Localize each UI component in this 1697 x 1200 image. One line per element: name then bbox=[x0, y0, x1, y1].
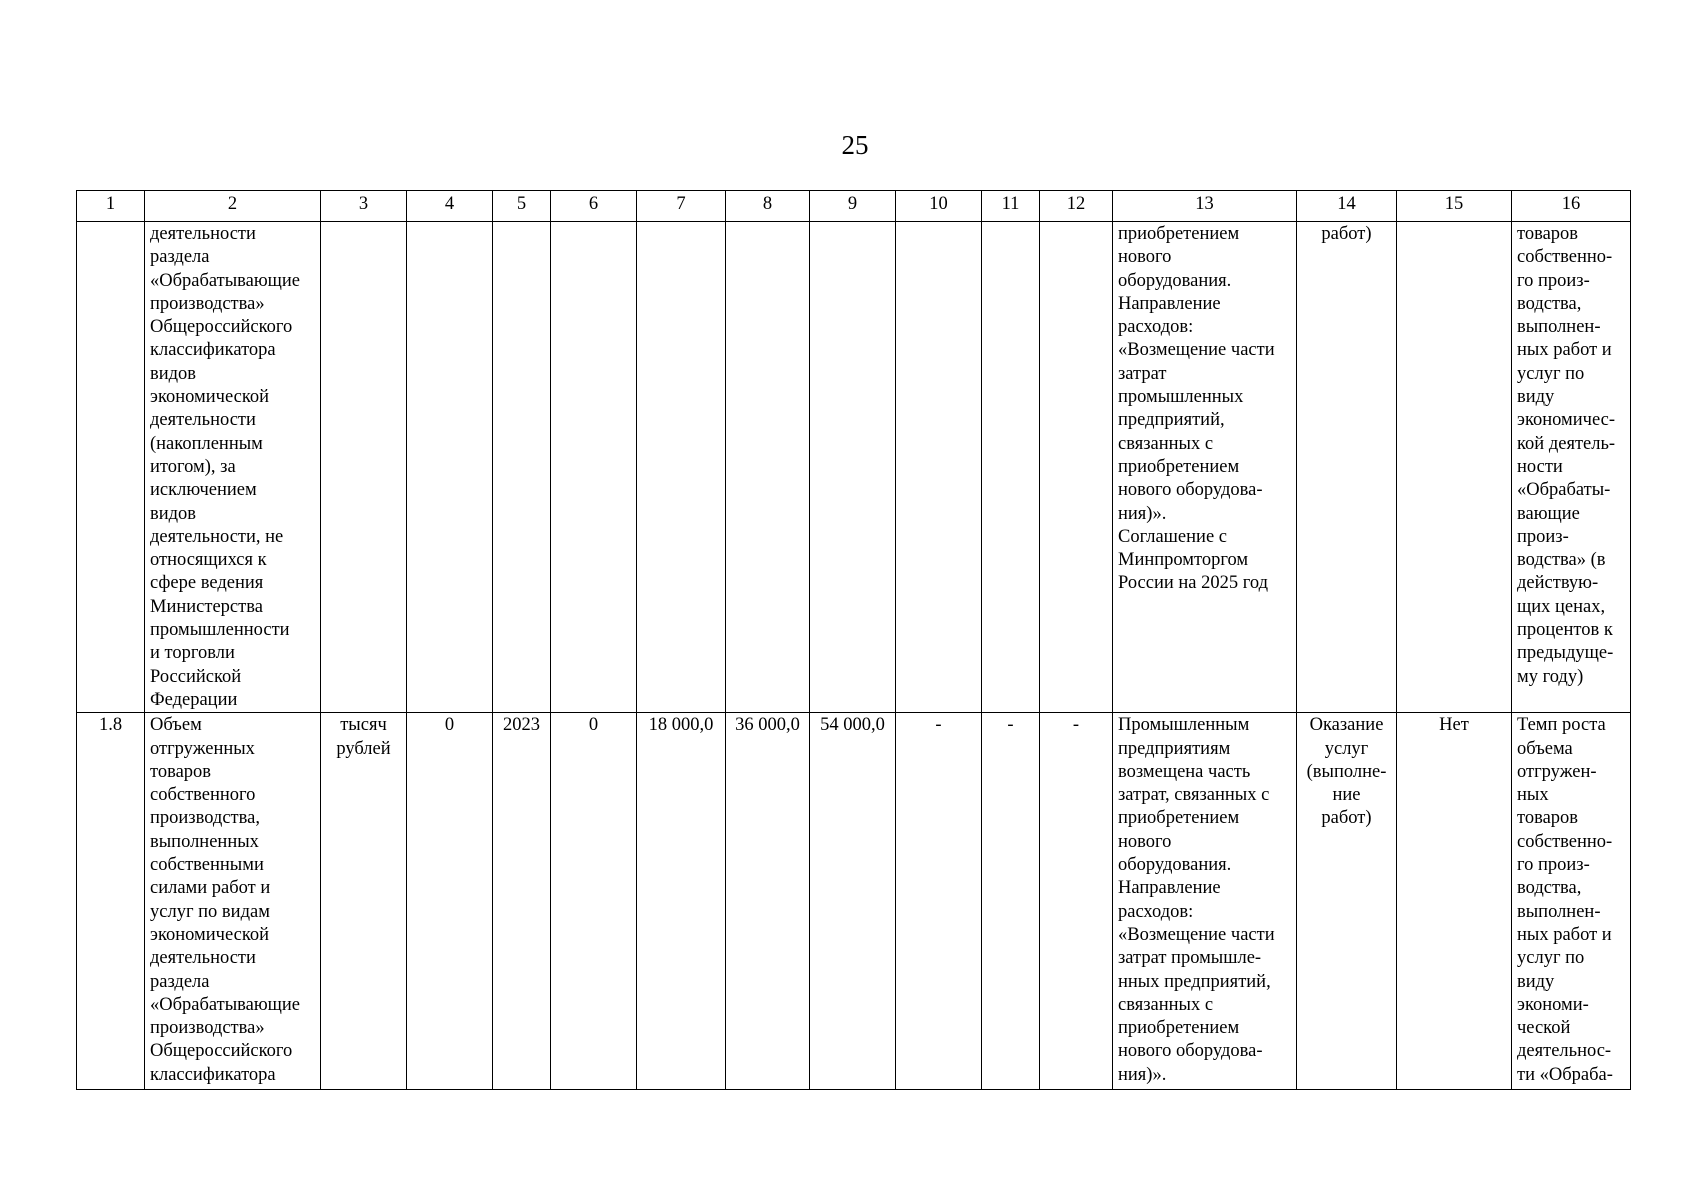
table-cell bbox=[77, 713, 145, 1090]
cell-text: Оказание услуг (выполне- ние работ) bbox=[1306, 715, 1387, 829]
cell-text: 54 000,0 bbox=[820, 715, 885, 736]
table-cell bbox=[1040, 222, 1113, 713]
header-cell-9: 9 bbox=[810, 191, 896, 222]
table-row bbox=[77, 222, 1631, 713]
table-cell bbox=[726, 713, 810, 1090]
header-cell-2: 2 bbox=[145, 191, 321, 222]
table-cell bbox=[493, 713, 551, 1090]
header-cell-12: 12 bbox=[1040, 191, 1113, 222]
cell-text: 0 bbox=[588, 715, 599, 736]
header-cell-11: 11 bbox=[982, 191, 1040, 222]
header-cell-4: 4 bbox=[407, 191, 493, 222]
header-row bbox=[77, 191, 1631, 222]
header-cell-3: 3 bbox=[321, 191, 407, 222]
cell-text: деятельности раздела «Обрабатывающие производства» Общероссийского классификатора видов экономической деятельности (накопленным итогом), за исключением видов деятельности, не относящихся к сфере ведения Министерства промышленности и торговли Российской Федерации bbox=[150, 224, 301, 710]
table-cell bbox=[726, 222, 810, 713]
table-cell bbox=[637, 222, 726, 713]
table-cell bbox=[1397, 713, 1512, 1090]
cell-text: Промышленным предприятиям возмещена часть затрат, связанных с приобретением нового оборудования. Направление расходов: «Возмещение части затрат промышле- нных предприятий, связанных с приобретением нового оборудова- ния)». bbox=[1118, 715, 1275, 1085]
table-cell bbox=[1113, 713, 1297, 1090]
header-cell-7: 7 bbox=[637, 191, 726, 222]
table-cell bbox=[145, 713, 321, 1090]
table-cell bbox=[551, 222, 637, 713]
table-cell bbox=[637, 713, 726, 1090]
table-cell bbox=[321, 713, 407, 1090]
cell-text: 18 000,0 bbox=[648, 715, 714, 736]
table-cell bbox=[407, 713, 493, 1090]
cell-text: 0 bbox=[444, 715, 455, 736]
table-cell bbox=[1297, 222, 1397, 713]
cell-text: 36 000,0 bbox=[735, 715, 800, 736]
header-cell-14: 14 bbox=[1297, 191, 1397, 222]
header-cell-1: 1 bbox=[77, 191, 145, 222]
table-cell bbox=[77, 222, 145, 713]
header-cell-8: 8 bbox=[726, 191, 810, 222]
table-row bbox=[77, 713, 1631, 1090]
table-cell bbox=[1297, 713, 1397, 1090]
table-cell bbox=[493, 222, 551, 713]
cell-text: - bbox=[935, 715, 942, 736]
cell-text: 1.8 bbox=[98, 715, 123, 736]
table-cell bbox=[1040, 713, 1113, 1090]
data-table bbox=[76, 190, 1631, 1090]
cell-text: товаров собственно- го произ- водства, выполнен- ных работ и услуг по виду экономичес- кой деятель- ности «Обрабаты- вающие произ- водства» (в действую- щих ценах, процентов к предыдуще- му году) bbox=[1517, 224, 1616, 687]
table-cell bbox=[1512, 713, 1631, 1090]
table-cell bbox=[982, 222, 1040, 713]
cell-text: работ) bbox=[1321, 224, 1372, 244]
header-cell-15: 15 bbox=[1397, 191, 1512, 222]
cell-text: Нет bbox=[1439, 715, 1469, 736]
table-cell bbox=[145, 222, 321, 713]
table-cell bbox=[321, 222, 407, 713]
table-cell bbox=[1397, 222, 1512, 713]
table-cell bbox=[810, 713, 896, 1090]
table-cell bbox=[810, 222, 896, 713]
header-cell-6: 6 bbox=[551, 191, 637, 222]
cell-text: Темп роста объема отгружен- ных товаров собственно- го произ- водства, выполнен- ных работ и услуг по виду экономи- ческой деятельнос- ти «Обраба- bbox=[1517, 715, 1613, 1085]
header-cell-16: 16 bbox=[1512, 191, 1631, 222]
header-cell-5: 5 bbox=[493, 191, 551, 222]
cell-text: - bbox=[1072, 715, 1080, 736]
table-cell bbox=[1113, 222, 1297, 713]
table-cell bbox=[982, 713, 1040, 1090]
table-cell bbox=[896, 222, 982, 713]
cell-text: тысяч рублей bbox=[336, 715, 391, 759]
header-cell-13: 13 bbox=[1113, 191, 1297, 222]
table-cell bbox=[896, 713, 982, 1090]
page-number: 25 bbox=[841, 130, 869, 160]
cell-text: Объем отгруженных товаров собственного производства, выполненных собственными силами работ и услуг по видам экономической деятельности раздела «Обрабатывающие производства» Общероссийского классификатора bbox=[150, 715, 301, 1085]
table-cell bbox=[1512, 222, 1631, 713]
cell-text: приобретением нового оборудования. Направление расходов: «Возмещение части затрат промышленных предприятий, связанных с приобретением нового оборудова- ния)». Соглашение с Минпромторгом России на 2025 год bbox=[1118, 224, 1275, 594]
header-cell-10: 10 bbox=[896, 191, 982, 222]
table-cell bbox=[407, 222, 493, 713]
cell-text: 2023 bbox=[503, 715, 540, 736]
cell-text: - bbox=[1007, 715, 1014, 736]
table-cell bbox=[551, 713, 637, 1090]
